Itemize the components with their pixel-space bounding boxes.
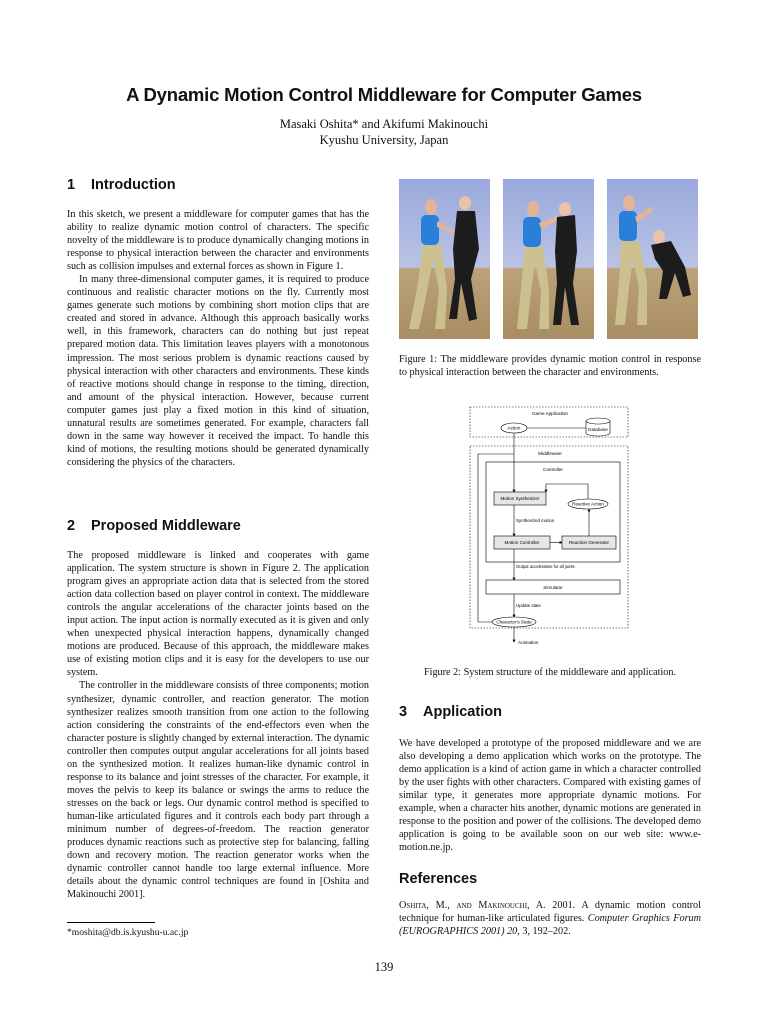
simulator-label: Simulator — [543, 584, 563, 590]
output-acceleration-label: Output acceleration for all joints — [516, 564, 575, 569]
middleware-label: Middleware — [538, 451, 562, 456]
section-heading-introduction — [67, 177, 176, 193]
reference-tail: , 3, 192–202. — [517, 926, 571, 937]
section-title: Introduction — [91, 177, 176, 193]
reference-journal: Computer Graphics Forum (EUROGRAPHICS 2001) 20 — [399, 913, 702, 937]
update-state-label: Update state — [516, 603, 541, 608]
affiliation-line: Kyushu University, Japan — [319, 133, 449, 147]
application-body — [399, 737, 701, 854]
animation-label: Animation — [518, 640, 539, 645]
figure2-diagram — [468, 404, 632, 650]
synthesized-motion-label: Synthesized motion — [516, 518, 555, 523]
figure2-caption: Figure 2: System structure of the middleware and application. — [423, 667, 677, 678]
references-heading: References — [399, 871, 478, 887]
paragraph: In many three-dimensional computer games, it is required to produce continuous and realistic character motions on the fly. Currently most games generate such motions by combining short motion clips that are created and stored in advance. Although this approach basically works well, in this framework, characters can do nothing but just repeat prepared motion data. This limitation leaves players with a monotonous impression. The most serious problem is dynamic reactions caused by physical interaction with other characters and environments. These kinds of reactive motions should change in response to the timing, direction, and amount of the physical interaction. However, because current computer games just play a fixed motion in this kind of situation, unnatural results are sometimes generated. For example, characters fall down in the same way however it received the impact. To handle this kind of motions, the resulting motions should be generated dynamically considering the physics of the characters. — [67, 274, 369, 468]
paragraph: We have developed a prototype of the proposed middleware and we are also developing a demo application which works on the prototype. The demo application is a kind of action game in which a character controlled by the user fights with other characters. Compared with existing games of similar type, it generates more appropriate dynamic motions. For example, when a character hits another, dynamic motions are generated in response to the position and power of the collisions. The developed demo application is going to be available soon on our web site: www.e-motion.ne.jp. — [399, 738, 701, 854]
database-label: Database — [588, 427, 608, 432]
reaction-generator-label: Reaction Generator — [568, 540, 610, 546]
action-label: Action — [507, 425, 521, 431]
footnote: *moshita@db.is.kyushu-u.ac.jp — [67, 927, 189, 938]
reference-text: 2001. A dynamic motion control technique for human-like articulated figures. — [399, 900, 701, 924]
figure1-panel-2 — [503, 179, 594, 339]
controller-label: Controller — [543, 467, 563, 472]
figure1-caption: Figure 1: The middleware provides dynamic motion control in response to physical interaction between the character and environments. — [399, 354, 701, 378]
middleware-body — [67, 549, 369, 901]
paragraph: In this sketch, we present a middleware for computer games that has the ability to realize dynamic motion control of characters. The specific novelty of the middleware is to produce dynamically changing motions in response to physical interaction between the character and environments such as collision impulses and external forces as shown in Figure 1. — [67, 209, 369, 273]
section-heading-application — [399, 704, 502, 720]
section-heading-middleware — [67, 518, 241, 534]
motion-controller-label: Motion Controller — [504, 540, 540, 546]
introduction-body — [67, 208, 369, 469]
reference-authors: Oshita, M., and Makinouchi, A. — [399, 900, 546, 911]
reference-entry — [399, 899, 701, 938]
figure1-panel-3 — [607, 179, 698, 339]
paper-title: A Dynamic Motion Control Middleware for Computer Games — [126, 84, 642, 105]
author-line: Masaki Oshita* and Akifumi Makinouchi — [279, 117, 489, 131]
footnote-rule — [67, 922, 155, 923]
paragraph: The proposed middleware is linked and cooperates with game application. The system structure is shown in Figure 2. The application program gives an appropriate action data that is selected from the stored action data collection based on player control in context. The middleware controls the angular accelerations of the character joints based on the input action. The input action is normally executed as it is given and only when unexpected physical interaction happens, dynamically changed motions are produced. Because of this approach, the middleware makes use of existing motion clips and it is easy for the developers to use our system. — [67, 550, 369, 679]
section-title: Proposed Middleware — [91, 518, 241, 534]
motion-synthesizer-label: Motion Synthesizer — [500, 496, 540, 502]
paragraph: The controller in the middleware consists of three components; motion synthesizer, dynamic controller, and reaction generator. The motion synthesizer realizes smooth transition from one action to the following action considering the constraints of the end-effectors even when the character posture is slightly changed by external interaction. The dynamic controller then computes output angular accelerations for all joints based on the synthesized motion. It realizes human-like dynamic control in response to its balance and joint stresses of the character. For example, it moves the pelvis to keep its balance or swings the arms to reduce the stresses on the back or legs. Our dynamic control method is specified to human-like articulated figures and it controls each body part through a minimum number of degrees-of-freedom. The reaction generator produces dynamic reactions such as protective step for balancing, falling down and recovery motion. The reaction generator works when the dynamic controller cannot handle too large external influence. More details about the dynamic control techniques are found in [Oshita and Makinouchi 2001]. — [67, 680, 369, 901]
reactive-action-label: Reactive Action — [572, 501, 604, 507]
game-application-label: Game Application — [531, 411, 569, 416]
figure1-image — [399, 179, 698, 339]
character-state-label: Character's State — [496, 619, 532, 625]
section-number: 1 — [67, 177, 76, 193]
section-number: 2 — [67, 518, 76, 534]
figure1-panel-1 — [399, 179, 490, 339]
section-title: Application — [423, 704, 502, 720]
section-number: 3 — [399, 704, 408, 720]
page-number: 139 — [374, 960, 394, 974]
